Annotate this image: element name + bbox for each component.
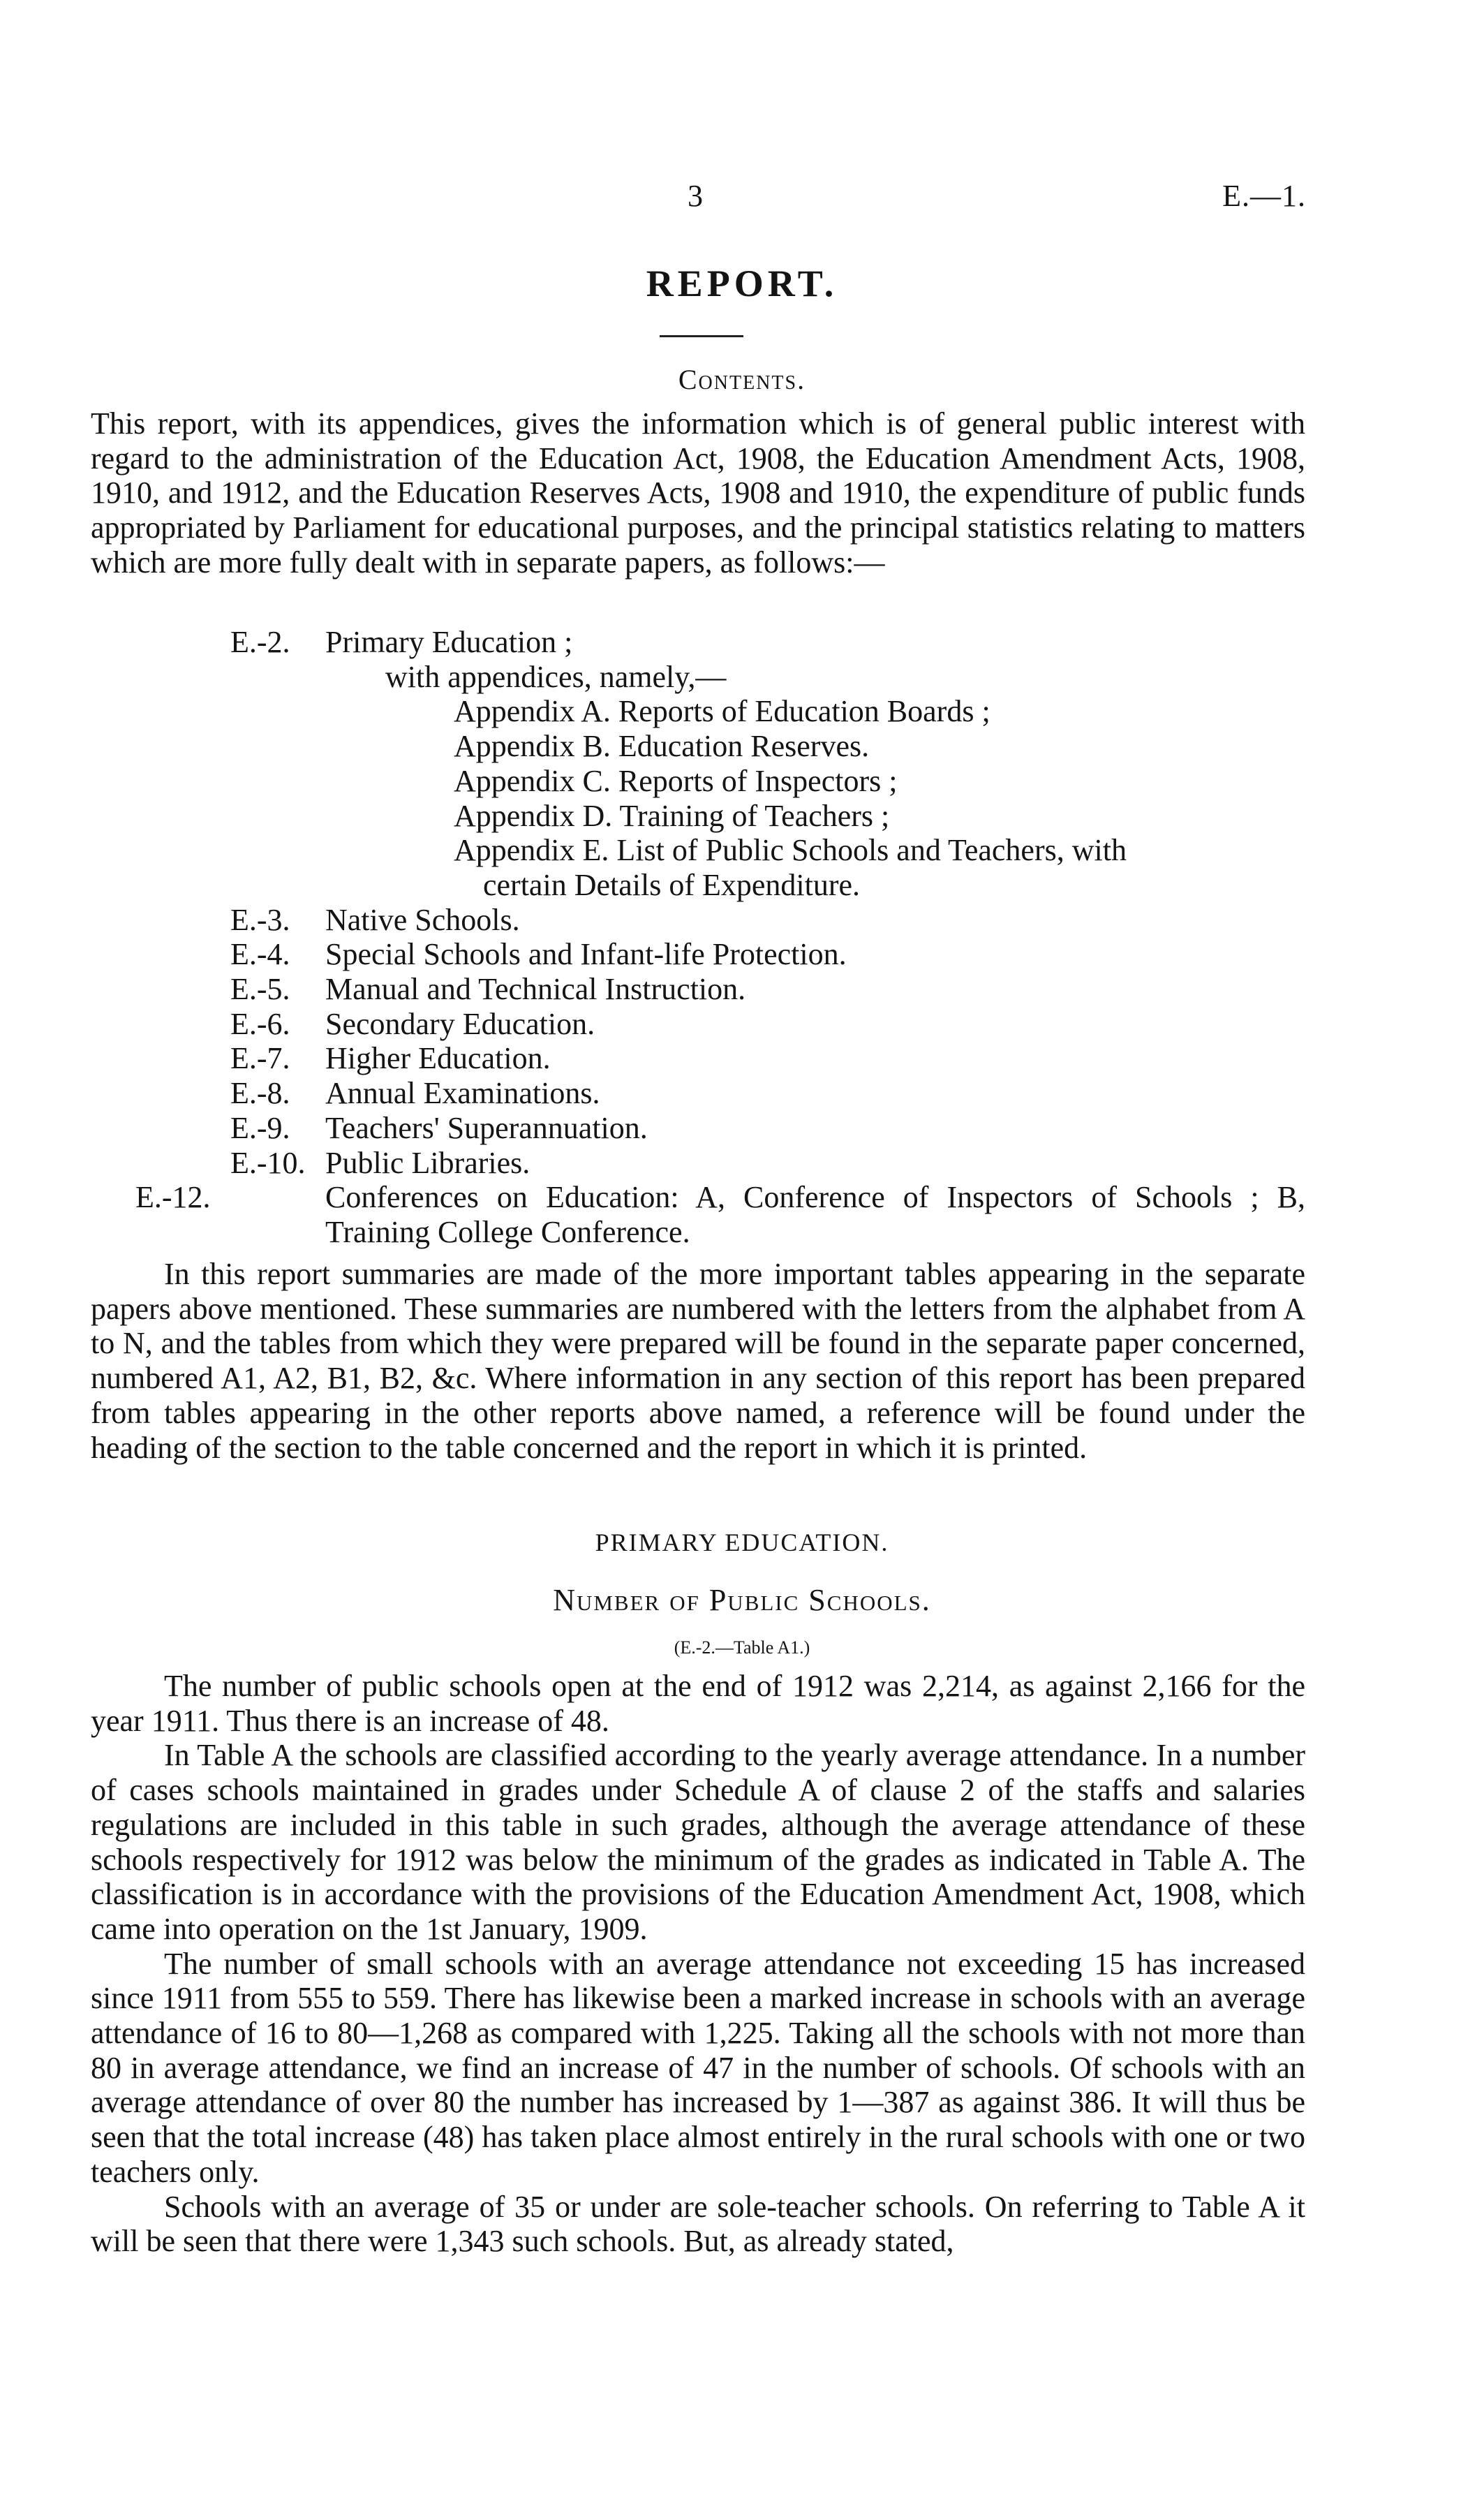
contents-entry-e8: [230, 1076, 1305, 1111]
contents-entry-e2: [230, 625, 1305, 660]
appendix-b: Appendix B. Education Reserves.: [454, 729, 870, 764]
contents-entry-e6: [230, 1007, 1305, 1042]
contents-entry-e4: [230, 937, 1305, 972]
entry-code: E.-7.: [230, 1041, 290, 1076]
entry-code: E.-4.: [230, 937, 290, 972]
entry-code: E.-2.: [230, 625, 290, 659]
contents-entry-e5: [230, 972, 1305, 1007]
entry-label: Annual Examinations.: [325, 1076, 600, 1111]
table-reference: (E.-2.—Table A1.): [674, 1637, 810, 1658]
paragraph: Schools with an average of 35 or under are sole-teacher schools. On referring to Table A it will be seen that there were 1,343 such schools. But, as already stated,: [91, 2189, 1305, 2259]
entry-label: Native Schools.: [325, 902, 520, 937]
subsection-heading-number-of-schools: Number of Public Schools.: [553, 1583, 931, 1617]
document-reference: E.—1.: [1222, 179, 1306, 213]
entry-label: Primary Education ;: [325, 625, 573, 659]
entry-code: E.-3.: [230, 902, 290, 937]
entry-code: E.-12.: [135, 1180, 211, 1215]
section-heading-primary-education: PRIMARY EDUCATION.: [595, 1528, 889, 1556]
entry-label: Teachers' Superannuation.: [325, 1110, 648, 1145]
entry-code: E.-5.: [230, 972, 290, 1007]
appendix-c: Appendix C. Reports of Inspectors ;: [454, 763, 898, 798]
entry-label: Secondary Education.: [325, 1006, 595, 1041]
contents-entry-e10: [230, 1146, 1305, 1181]
entry-label: Special Schools and Infant-life Protection.: [325, 937, 847, 972]
report-title: REPORT.: [646, 263, 838, 304]
contents-entry-e9: [230, 1111, 1305, 1146]
entry-code: E.-9.: [230, 1110, 290, 1145]
appendix-e: Appendix E. List of Public Schools and Teachers, with: [454, 833, 1127, 868]
entry-label: Manual and Technical Instruction.: [325, 972, 746, 1007]
contents-entry-e7: [230, 1041, 1305, 1076]
contents-list: [135, 625, 1305, 1250]
appendix-d: Appendix D. Training of Teachers ;: [454, 798, 890, 833]
entry-code: E.-10.: [230, 1145, 306, 1180]
paragraph: In Table A the schools are classified according to the yearly average attendance. In a number of cases schools maintained in grades under Schedule A of clause 2 of the staffs and salaries regulations are included in this table in such grades, although the average attendance of these schools respectively for 1912 was below the minimum of the grades as indicated in Table A. The classification is in accordance with the provisions of the Education Amendment Act, 1908, which came into operation on the 1st January, 1909.: [91, 1738, 1305, 1946]
appendices-intro: with appendices, namely,—: [385, 659, 727, 694]
contents-entry-e12: [135, 1180, 1305, 1249]
page-header: [0, 178, 1484, 220]
entry-label: Public Libraries.: [325, 1145, 530, 1180]
contents-heading: Contents.: [678, 364, 806, 395]
entry-label: Conferences on Education: A, Conference of Inspectors of Schools ; B, Training College Conference.: [325, 1180, 1305, 1249]
appendix-a: Appendix A. Reports of Education Boards ;: [454, 694, 990, 729]
summary-section: [91, 1257, 1305, 1465]
contents-entry-e3: [230, 903, 1305, 938]
page-number: 3: [688, 179, 703, 213]
paragraph: The number of public schools open at the end of 1912 was 2,214, as against 2,166 for the year 1911. Thus there is an increase of 48.: [91, 1669, 1305, 1738]
entry-code: E.-6.: [230, 1006, 290, 1041]
primary-education-body: [91, 1669, 1305, 2259]
intro-paragraph: This report, with its appendices, gives the information which is of general public interest with regard to the administration of the Education Act, 1908, the Education Amendment Acts, 1908, 1910, and 1912, and the Education Reserves Acts, 1908 and 1910, the expenditure of public funds appropriated by Parliament for educational purposes, and the principal statistics relating to matters which are more fully dealt with in separate papers, as follows:—: [91, 406, 1305, 580]
title-divider: [660, 335, 743, 337]
appendix-e-continued: certain Details of Expenditure.: [483, 867, 861, 902]
paragraph: The number of small schools with an average attendance not exceeding 15 has increased since 1911 from 555 to 559. There has likewise been a marked increase in schools with an average attendance of 16 to 80—1,268 as compared with 1,225. Taking all the schools with not more than 80 in average attendance, we find an increase of 47 in the number of schools. Of schools with an average attendance of over 80 the number has increased by 1—387 as against 386. It will thus be seen that the total increase (48) has taken place almost entirely in the rural schools with one or two teachers only.: [91, 1946, 1305, 2189]
summary-paragraph: In this report summaries are made of the more important tables appearing in the separate papers above mentioned. These summaries are numbered with the letters from the alphabet from A to N, and the tables from which they were prepared will be found in the separate paper concerned, numbered A1, A2, B1, B2, &c. Where information in any section of this report has been prepared from tables appearing in the other reports above named, a reference will be found under the heading of the section to the table concerned and the report in which it is printed.: [91, 1257, 1305, 1465]
entry-code: E.-8.: [230, 1076, 290, 1111]
intro-section: [91, 406, 1305, 580]
entry-label: Higher Education.: [325, 1041, 551, 1076]
